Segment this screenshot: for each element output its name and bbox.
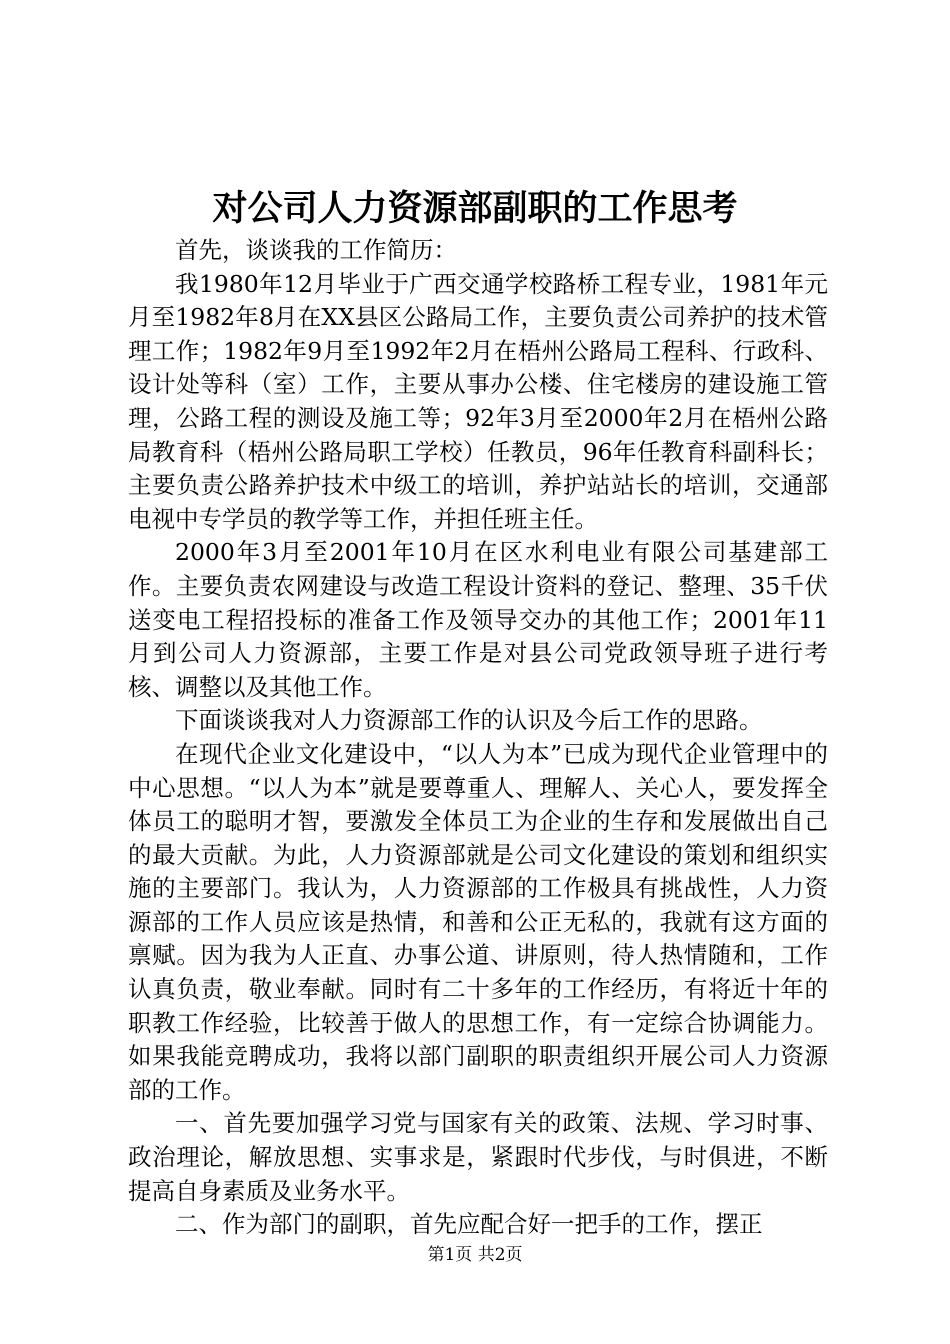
paragraph: 2000年3月至2001年10月在区水利电业有限公司基建部工作。主要负责农网建设与改造工程设计资料的登记、整理、35千伏送变电工程招投标的准备工作及领导交办的其他工作；2001年11月到公司人力资源部，主要工作是对县公司党政领导班子进行考核、调整以及其他工作。 xyxy=(128,538,828,701)
page-number-footer: 第1页 共2页 xyxy=(427,1245,523,1265)
paragraph: 二、作为部门的副职，首先应配合好一把手的工作，摆正 xyxy=(175,1210,763,1239)
paragraph: 下面谈谈我对人力资源部工作的认识及今后工作的思路。 xyxy=(175,706,763,735)
document-title: 对公司人力资源部副职的工作思考 xyxy=(212,188,738,229)
paragraph: 我1980年12月毕业于广西交通学校路桥工程专业，1981年元月至1982年8月在XX县区公路局工作，主要负责公司养护的技术管理工作；1982年9月至1992年2月在梧州公路局工程科、行政科、设计处等科（室）工作，主要从事办公楼、住宅楼房的建设施工管理，公路工程的测设及施工等；92年3月至2000年2月在梧州公路局教育科（梧州公路局职工学校）任教员，96年任教育科副科长；主要负责公路养护技术中级工的培训，养护站站长的培训，交通部电视中专学员的教学等工作，并担任班主任。 xyxy=(128,269,828,533)
paragraph: 在现代企业文化建设中，“以人为本”已成为现代企业管理中的中心思想。“以人为本”就是要尊重人、理解人、关心人，要发挥全体员工的聪明才智，要激发全体员工为企业的生存和发展做出自己的最大贡献。为此，人力资源部就是公司文化建设的策划和组织实施的主要部门。我认为，人力资源部的工作极具有挑战性，人力资源部的工作人员应该是热情，和善和公正无私的，我就有这方面的禀赋。因为我为人正直、办事公道、讲原则，待人热情随和，工作认真负责，敬业奉献。同时有二十多年的工作经历，有将近十年的职教工作经验，比较善于做人的思想工作，有一定综合协调能力。如果我能竞聘成功，我将以部门副职的职责组织开展公司人力资源部的工作。 xyxy=(128,739,828,1104)
document-body xyxy=(128,234,828,1242)
paragraph: 一、首先要加强学习党与国家有关的政策、法规、学习时事、政治理论，解放思想、实事求是，紧跟时代步伐，与时俱进，不断提高自身素质及业务水平。 xyxy=(128,1109,828,1205)
paragraph: 首先，谈谈我的工作简历： xyxy=(175,236,457,264)
